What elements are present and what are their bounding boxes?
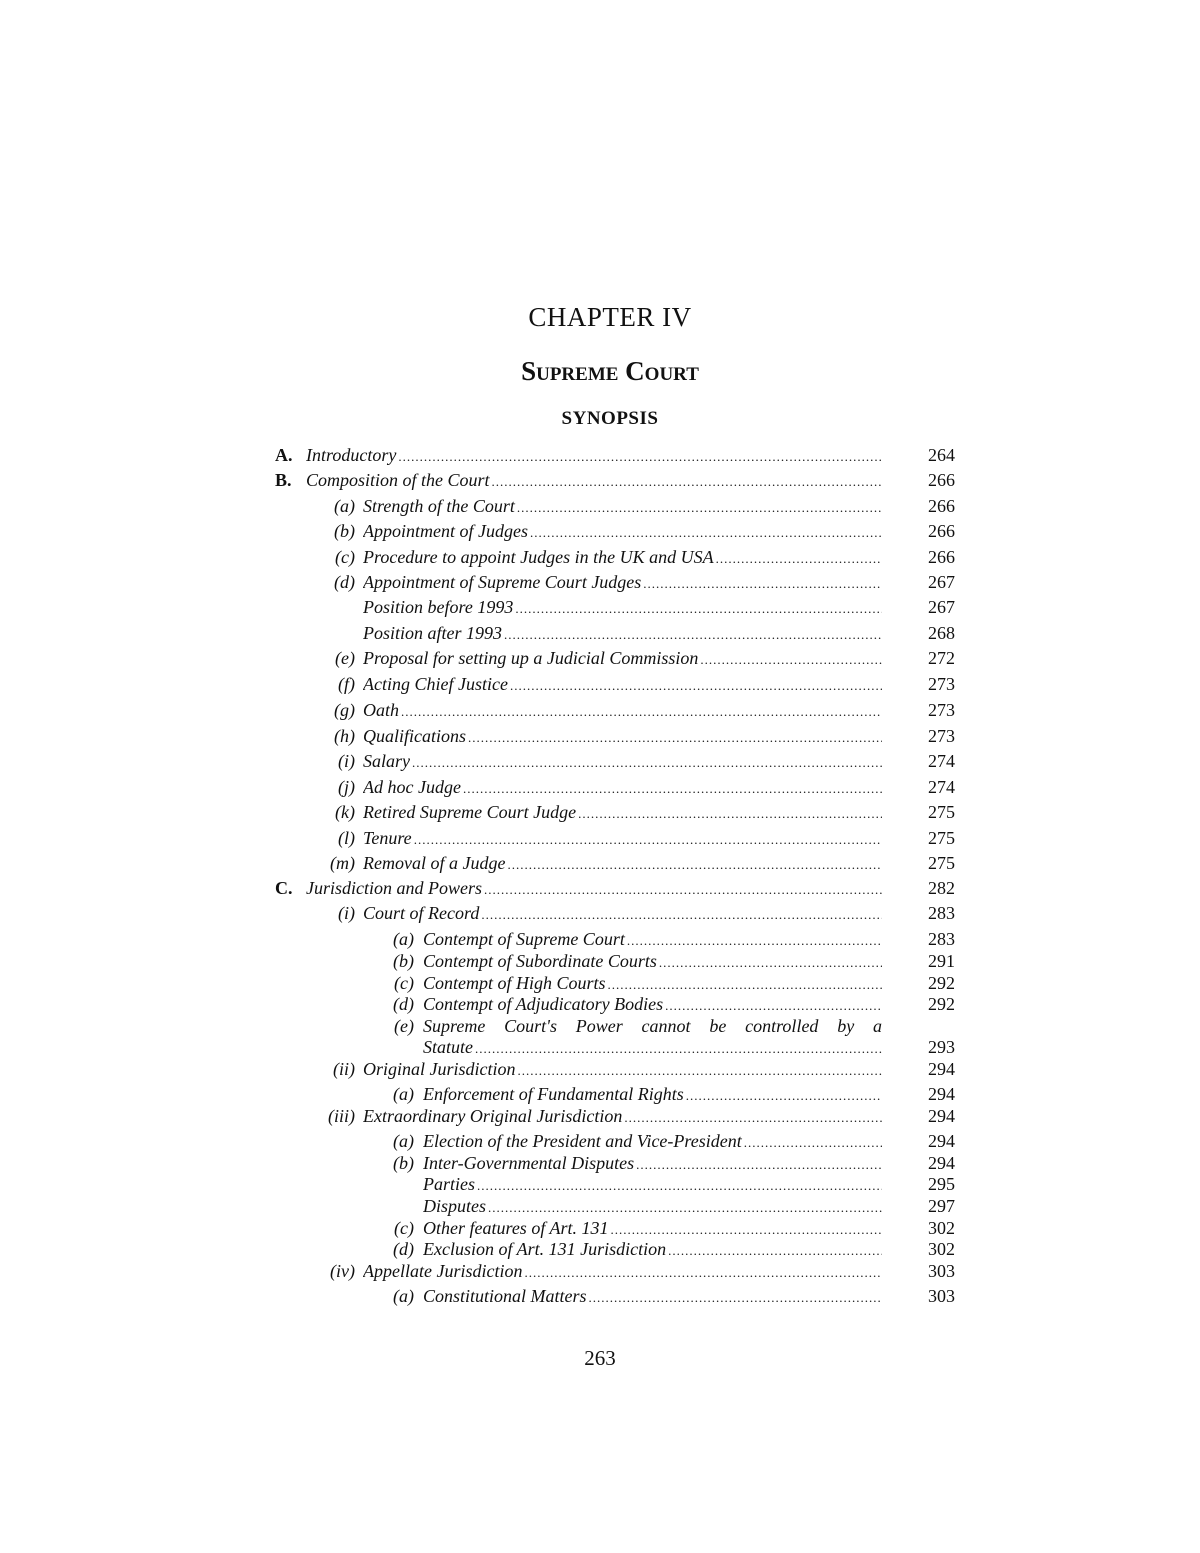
- toc-entry-text: Proposal for setting up a Judicial Commission: [363, 648, 699, 668]
- toc-entry-text: Extraordinary Original Jurisdiction: [363, 1106, 623, 1126]
- toc-entry-page: 292: [928, 973, 955, 993]
- toc-leader-dots: [518, 1059, 883, 1083]
- toc-entry-marker: (iv): [330, 1261, 355, 1281]
- toc-entry-page: 266: [928, 496, 955, 516]
- toc-entry: [0, 698, 1200, 722]
- toc-entry: [0, 1082, 1200, 1106]
- toc-entry-page: 267: [928, 597, 955, 617]
- toc-entry-text: Court of Record: [363, 903, 480, 923]
- toc-leader-dots: [481, 903, 882, 927]
- toc-leader-dots: [463, 777, 882, 801]
- toc-entry: [0, 443, 1200, 467]
- toc-entry-text: Qualifications: [363, 726, 466, 746]
- toc-entry-text: Removal of a Judge: [363, 853, 506, 873]
- toc-leader-dots: [589, 1286, 882, 1310]
- toc-entry: [0, 1104, 1200, 1128]
- toc-entry: [0, 1035, 1200, 1059]
- toc-entry-page: 303: [928, 1261, 955, 1281]
- toc-entry: [0, 519, 1200, 543]
- toc-entry-text: Ad hoc Judge: [363, 777, 461, 797]
- toc-entry-marker: (m): [330, 853, 355, 873]
- toc-entry-page: 294: [928, 1084, 955, 1104]
- toc-entry-marker: (b): [393, 951, 414, 971]
- toc-entry-marker: (d): [393, 1239, 414, 1259]
- toc-entry-text: Introductory: [306, 445, 397, 465]
- toc-entry-page: 294: [928, 1059, 955, 1079]
- toc-leader-dots: [504, 623, 882, 647]
- toc-entry-text: Contempt of Supreme Court: [423, 929, 625, 949]
- toc-entry-title: [423, 1284, 882, 1310]
- toc-entry-title: [363, 545, 882, 571]
- toc-entry-title: [363, 595, 882, 621]
- toc-entry-marker: (e): [335, 648, 355, 668]
- toc-leader-dots: [700, 648, 882, 672]
- toc-entry-page: 302: [928, 1239, 955, 1259]
- toc-entry-marker: (d): [334, 572, 355, 592]
- toc-leader-dots: [468, 726, 882, 750]
- toc-leader-dots: [507, 853, 882, 877]
- toc-entry-page: 303: [928, 1286, 955, 1306]
- toc-entry-text: Retired Supreme Court Judge: [363, 802, 577, 822]
- toc-entry-page: 268: [928, 623, 955, 643]
- toc-entry-title: [363, 901, 882, 927]
- toc-entry: [0, 1284, 1200, 1308]
- toc-entry-text: Tenure: [363, 828, 412, 848]
- page-number: 263: [584, 1346, 616, 1370]
- toc-entry-page: 266: [928, 521, 955, 541]
- toc-entry-marker: (a): [393, 1084, 414, 1104]
- toc-entry: [0, 468, 1200, 492]
- toc-entry-text: Acting Chief Justice: [363, 674, 508, 694]
- toc-entry-text: Disputes: [423, 1196, 486, 1216]
- toc-entry: [0, 1057, 1200, 1081]
- toc-leader-dots: [517, 496, 882, 520]
- toc-entry: [0, 545, 1200, 569]
- toc-entry: [0, 621, 1200, 645]
- toc-entry-marker: (a): [393, 1131, 414, 1151]
- toc-entry-marker: (h): [334, 726, 355, 746]
- toc-entry-title: [363, 1057, 882, 1083]
- toc-entry: [0, 1194, 1200, 1218]
- toc-entry-title: [363, 698, 882, 724]
- toc-entry: [0, 775, 1200, 799]
- toc-leader-dots: [524, 1261, 882, 1285]
- toc-entry: [0, 826, 1200, 850]
- toc-entry-text: Position after 1993: [363, 623, 502, 643]
- toc-entry-marker: (g): [334, 700, 355, 720]
- toc-entry-page: 302: [928, 1218, 955, 1238]
- toc-entry-page: 294: [928, 1106, 955, 1126]
- toc-entry-title: [363, 1259, 882, 1285]
- toc-entry-text: Statute: [423, 1037, 473, 1057]
- toc-entry-text: Salary: [363, 751, 410, 771]
- toc-entry-marker: (b): [393, 1153, 414, 1173]
- toc-entry-marker: B.: [275, 470, 292, 490]
- toc-entry-page: 266: [928, 470, 955, 490]
- toc-entry-text: Oath: [363, 700, 399, 720]
- toc-entry: [0, 749, 1200, 773]
- toc-entry: [0, 570, 1200, 594]
- toc-entry-marker: A.: [275, 445, 293, 465]
- toc-entry-marker: (a): [334, 496, 355, 516]
- toc-entry: [0, 724, 1200, 748]
- toc-entry-page: 282: [928, 878, 955, 898]
- toc-entry-page: 283: [928, 929, 955, 949]
- toc-entry-marker: (b): [334, 521, 355, 541]
- toc-entry-marker: (i): [338, 903, 355, 923]
- toc-entry-page: 291: [928, 951, 955, 971]
- toc-entry-text: Original Jurisdiction: [363, 1059, 516, 1079]
- toc-entry-text: Inter-Governmental Disputes: [423, 1153, 635, 1173]
- toc-entry: [0, 927, 1200, 951]
- toc-entry-page: 294: [928, 1153, 955, 1173]
- toc-entry-page: 275: [928, 802, 955, 822]
- toc-entry-text: Procedure to appoint Judges in the UK and USA: [363, 547, 714, 567]
- toc-entry-page: 283: [928, 903, 955, 923]
- toc-entry-marker: (c): [394, 1218, 414, 1238]
- toc-entry-text: Jurisdiction and Powers: [306, 878, 482, 898]
- toc-entry-marker: (k): [335, 802, 355, 822]
- toc-entry: [0, 949, 1200, 973]
- toc-entry-title: [306, 876, 882, 902]
- toc-entry-text: Parties: [423, 1174, 475, 1194]
- toc-entry-title: [363, 494, 882, 520]
- toc-leader-dots: [578, 802, 882, 826]
- toc-entry-text: Composition of the Court: [306, 470, 490, 490]
- toc-entry-page: 267: [928, 572, 955, 592]
- toc-entry-text: Appellate Jurisdiction: [363, 1261, 523, 1281]
- toc-entry-text: Contempt of High Courts: [423, 973, 606, 993]
- toc-entry-text: Election of the President and Vice-President: [423, 1131, 742, 1151]
- toc-entry: [0, 672, 1200, 696]
- toc-entry-page: 273: [928, 674, 955, 694]
- toc-entry-marker: C.: [275, 878, 293, 898]
- toc-entry: [0, 992, 1200, 1016]
- toc-entry-text: Appointment of Supreme Court Judges: [363, 572, 642, 592]
- toc-entry-title: [363, 851, 882, 877]
- toc-entry-page: 274: [928, 777, 955, 797]
- toc-entry: [0, 1237, 1200, 1261]
- toc-entry-page: 266: [928, 547, 955, 567]
- toc-entry: [0, 800, 1200, 824]
- toc-entry-marker: (a): [393, 1286, 414, 1306]
- toc-entry-title: [363, 646, 882, 672]
- toc-entry-title: [306, 468, 882, 494]
- toc-entry-text: Other features of Art. 131: [423, 1218, 609, 1238]
- toc-entry-text: Exclusion of Art. 131 Jurisdiction: [423, 1239, 667, 1259]
- toc-leader-dots: [484, 878, 882, 902]
- toc-entry-title: [363, 621, 882, 647]
- toc-leader-dots: [492, 470, 882, 494]
- toc-leader-dots: [624, 1106, 882, 1130]
- toc-entry-page: 295: [928, 1174, 955, 1194]
- toc-leader-dots: [716, 547, 882, 571]
- toc-entry-marker: (d): [393, 994, 414, 1014]
- toc-entry: [0, 1129, 1200, 1153]
- toc-entry-title: [363, 724, 882, 750]
- toc-entry-marker: (l): [338, 828, 355, 848]
- toc-entry-text: Position before 1993: [363, 597, 514, 617]
- toc-entry-marker: (c): [394, 973, 414, 993]
- toc-entry-title: [363, 775, 882, 801]
- chapter-number: CHAPTER IV: [528, 302, 692, 332]
- toc-entry-title: [363, 570, 882, 596]
- toc-entry-page: 273: [928, 726, 955, 746]
- toc-entry-page: 275: [928, 828, 955, 848]
- toc-entry-text: Contempt of Subordinate Courts: [423, 951, 657, 971]
- toc-entry-text: Enforcement of Fundamental Rights: [423, 1084, 684, 1104]
- toc-leader-dots: [414, 828, 882, 852]
- toc-entry: [0, 1259, 1200, 1283]
- toc-entry-title: [363, 519, 882, 545]
- toc-entry-page: 294: [928, 1131, 955, 1151]
- toc-entry: [0, 851, 1200, 875]
- toc-entry-marker: (j): [338, 777, 355, 797]
- toc-entry-page: 297: [928, 1196, 955, 1216]
- toc-entry-text: Constitutional Matters: [423, 1286, 587, 1306]
- toc-entry-marker: (i): [338, 751, 355, 771]
- toc-entry-marker: (a): [393, 929, 414, 949]
- toc-leader-dots: [530, 521, 882, 545]
- toc-leader-dots: [510, 674, 882, 698]
- toc-entry-title: [363, 749, 882, 775]
- toc-entry: [0, 494, 1200, 518]
- synopsis-heading: SYNOPSIS: [561, 408, 659, 429]
- toc-entry: [0, 1172, 1200, 1196]
- toc-entry-page: 275: [928, 853, 955, 873]
- toc-entry: [0, 646, 1200, 670]
- toc-entry-title: [363, 672, 882, 698]
- toc-entry-title: [363, 826, 882, 852]
- toc-entry-page: 274: [928, 751, 955, 771]
- toc-entry-page: 293: [928, 1037, 955, 1057]
- toc-entry-marker: (e): [394, 1016, 414, 1036]
- toc-entry-page: 292: [928, 994, 955, 1014]
- toc-entry-marker: (f): [338, 674, 355, 694]
- chapter-title: Supreme Court: [521, 356, 699, 386]
- toc-entry-text: Supreme Court's Power cannot be controlled by a: [423, 1016, 882, 1036]
- toc-entry-title: [363, 800, 882, 826]
- toc-entry-text: Appointment of Judges: [363, 521, 528, 541]
- toc-entry-marker: (c): [335, 547, 355, 567]
- toc-entry-marker: (iii): [328, 1106, 355, 1126]
- toc-entry-text: Strength of the Court: [363, 496, 515, 516]
- toc-leader-dots: [643, 572, 882, 596]
- toc-entry: [0, 595, 1200, 619]
- toc-entry-page: 272: [928, 648, 955, 668]
- toc-leader-dots: [515, 597, 882, 621]
- toc-entry-title: [306, 443, 882, 469]
- toc-entry: [0, 901, 1200, 925]
- toc-entry-page: 273: [928, 700, 955, 720]
- toc-entry-title: [363, 1104, 882, 1130]
- toc-leader-dots: [412, 751, 882, 775]
- toc-leader-dots: [401, 700, 882, 724]
- toc-entry: [0, 876, 1200, 900]
- toc-entry-page: 264: [928, 445, 955, 465]
- toc-leader-dots: [398, 445, 882, 469]
- toc-entry-text: Contempt of Adjudicatory Bodies: [423, 994, 664, 1014]
- toc-entry-marker: (ii): [333, 1059, 355, 1079]
